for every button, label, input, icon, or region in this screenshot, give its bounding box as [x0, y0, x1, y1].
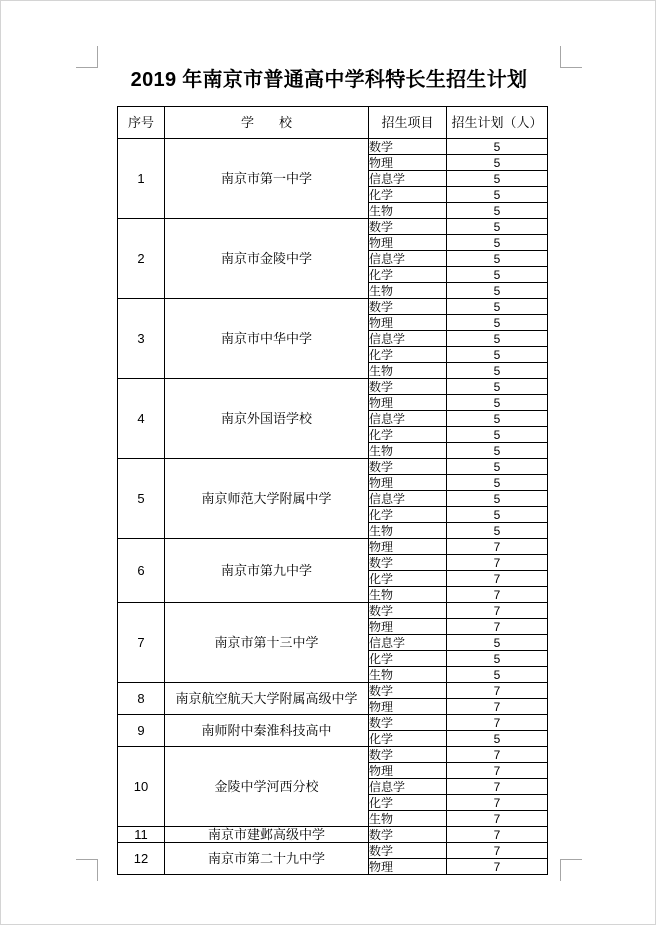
row-index-cell: 3	[118, 299, 165, 379]
column-header-item: 招生项目	[369, 107, 447, 139]
admission-item-text: 数学	[369, 844, 394, 858]
admission-plan-text: 5	[493, 508, 501, 522]
admission-item-text: 化学	[369, 348, 394, 362]
row-index-cell: 11	[118, 827, 165, 843]
admission-item-text: 化学	[369, 652, 394, 666]
table-row	[118, 843, 548, 859]
admission-plan-cell	[447, 155, 548, 171]
admission-item-cell	[369, 203, 447, 219]
table-header-row	[118, 107, 548, 139]
admission-item-cell	[369, 155, 447, 171]
admission-plan-text: 5	[493, 460, 501, 474]
admission-plan-text: 5	[493, 188, 501, 202]
admission-plan-cell	[447, 635, 548, 651]
school-name-text: 南京市第九中学	[220, 563, 312, 578]
admission-plan-cell	[447, 587, 548, 603]
admission-item-cell	[369, 139, 447, 155]
school-name-cell	[165, 139, 369, 219]
admission-plan-text: 5	[493, 428, 501, 442]
admission-plan-cell	[447, 315, 548, 331]
admission-plan-cell	[447, 763, 548, 779]
admission-plan-cell	[447, 507, 548, 523]
admission-plan-text: 7	[493, 588, 501, 602]
admission-plan-text: 5	[493, 316, 501, 330]
admission-item-text: 物理	[369, 156, 394, 170]
school-name-cell	[165, 747, 369, 827]
admission-plan-text: 7	[493, 604, 501, 618]
row-index-cell: 8	[118, 683, 165, 715]
admission-plan-text: 5	[493, 412, 501, 426]
admission-item-cell	[369, 731, 447, 747]
admission-plan-text: 5	[493, 732, 501, 746]
admission-item-cell	[369, 651, 447, 667]
admission-plan-cell	[447, 139, 548, 155]
admission-item-cell	[369, 443, 447, 459]
admission-plan-cell	[447, 651, 548, 667]
admission-plan-cell	[447, 747, 548, 763]
admission-plan-cell	[447, 683, 548, 699]
admission-item-text: 数学	[369, 828, 394, 842]
table-row	[118, 715, 548, 731]
admission-item-text: 物理	[369, 316, 394, 330]
admission-item-text: 数学	[369, 140, 394, 154]
admission-plan-cell	[447, 811, 548, 827]
admission-item-cell	[369, 171, 447, 187]
admission-item-text: 化学	[369, 508, 394, 522]
school-name-text: 南师附中秦淮科技高中	[201, 723, 332, 738]
admission-plan-text: 5	[493, 236, 501, 250]
admission-item-text: 信息学	[369, 172, 406, 186]
admission-item-text: 生物	[369, 364, 394, 378]
admission-item-text: 物理	[369, 476, 394, 490]
admission-item-cell	[369, 539, 447, 555]
admission-plan-cell	[447, 379, 548, 395]
admission-plan-cell	[447, 523, 548, 539]
admission-item-text: 物理	[369, 860, 394, 874]
admission-plan-cell	[447, 203, 548, 219]
column-header-plan: 招生计划（人）	[447, 107, 548, 139]
school-name-text: 金陵中学河西分校	[214, 779, 319, 794]
admission-plan-text: 7	[493, 844, 501, 858]
row-index-cell: 1	[118, 139, 165, 219]
admission-plan-text: 5	[493, 332, 501, 346]
admission-item-text: 生物	[369, 588, 394, 602]
admission-item-text: 化学	[369, 268, 394, 282]
admission-plan-text: 5	[493, 268, 501, 282]
admission-item-text: 物理	[369, 540, 394, 554]
table-header	[118, 107, 548, 139]
school-name-text: 南京市第二十九中学	[207, 851, 325, 866]
admission-plan-text: 7	[493, 540, 501, 554]
admission-item-cell	[369, 779, 447, 795]
admission-item-cell	[369, 587, 447, 603]
admission-item-text: 化学	[369, 796, 394, 810]
admission-item-text: 数学	[369, 684, 394, 698]
school-name-cell	[165, 603, 369, 683]
school-name-cell	[165, 683, 369, 715]
admission-item-text: 生物	[369, 668, 394, 682]
admission-plan-text: 5	[493, 396, 501, 410]
school-name-text: 南京航空航天大学附属高级中学	[175, 691, 358, 706]
admission-item-cell	[369, 235, 447, 251]
school-name-cell	[165, 843, 369, 875]
admission-item-cell	[369, 699, 447, 715]
admission-item-cell	[369, 251, 447, 267]
table-row	[118, 539, 548, 555]
admission-plan-cell	[447, 795, 548, 811]
admission-plan-text: 7	[493, 764, 501, 778]
admission-plan-text: 5	[493, 252, 501, 266]
admission-plan-text: 5	[493, 636, 501, 650]
admission-item-cell	[369, 315, 447, 331]
admission-item-cell	[369, 363, 447, 379]
row-index-cell: 10	[118, 747, 165, 827]
admission-plan-text: 5	[493, 204, 501, 218]
admission-plan-table	[117, 106, 548, 875]
admission-item-cell	[369, 571, 447, 587]
admission-item-text: 数学	[369, 748, 394, 762]
admission-item-text: 生物	[369, 204, 394, 218]
admission-plan-cell	[447, 667, 548, 683]
column-header-school: 学 校	[165, 107, 369, 139]
admission-item-text: 化学	[369, 572, 394, 586]
admission-item-text: 生物	[369, 812, 394, 826]
school-name-text: 南京师范大学附属中学	[201, 491, 332, 506]
admission-plan-text: 5	[493, 300, 501, 314]
admission-plan-cell	[447, 459, 548, 475]
admission-plan-text: 7	[493, 684, 501, 698]
admission-plan-text: 5	[493, 380, 501, 394]
admission-plan-text: 7	[493, 796, 501, 810]
admission-plan-cell	[447, 843, 548, 859]
row-index-cell: 4	[118, 379, 165, 459]
admission-plan-text: 5	[493, 364, 501, 378]
admission-plan-cell	[447, 219, 548, 235]
admission-plan-text: 7	[493, 860, 501, 874]
table-row	[118, 379, 548, 395]
admission-plan-cell	[447, 347, 548, 363]
admission-plan-cell	[447, 363, 548, 379]
admission-item-cell	[369, 187, 447, 203]
admission-plan-text: 7	[493, 716, 501, 730]
admission-item-text: 信息学	[369, 252, 406, 266]
admission-item-text: 物理	[369, 700, 394, 714]
table-row	[118, 299, 548, 315]
admission-plan-text: 7	[493, 556, 501, 570]
admission-item-cell	[369, 747, 447, 763]
admission-plan-text: 5	[493, 156, 501, 170]
admission-item-cell	[369, 267, 447, 283]
admission-item-cell	[369, 763, 447, 779]
admission-item-cell	[369, 507, 447, 523]
admission-plan-text: 5	[493, 140, 501, 154]
admission-item-text: 信息学	[369, 332, 406, 346]
admission-plan-text: 5	[493, 444, 501, 458]
admission-item-text: 物理	[369, 620, 394, 634]
admission-item-cell	[369, 683, 447, 699]
admission-item-text: 物理	[369, 236, 394, 250]
admission-plan-text: 7	[493, 812, 501, 826]
admission-item-cell	[369, 843, 447, 859]
admission-item-cell	[369, 331, 447, 347]
table-row	[118, 459, 548, 475]
crop-mark-bottom-right	[560, 859, 582, 881]
admission-plan-text: 7	[493, 828, 501, 842]
admission-plan-text: 5	[493, 492, 501, 506]
school-name-cell	[165, 827, 369, 843]
admission-item-cell	[369, 811, 447, 827]
admission-plan-cell	[447, 475, 548, 491]
admission-plan-cell	[447, 283, 548, 299]
admission-item-cell	[369, 715, 447, 731]
row-index-cell: 7	[118, 603, 165, 683]
table-row	[118, 747, 548, 763]
admission-item-text: 数学	[369, 556, 394, 570]
admission-plan-cell	[447, 443, 548, 459]
column-header-index: 序号	[118, 107, 165, 139]
admission-plan-text: 5	[493, 220, 501, 234]
admission-plan-cell	[447, 491, 548, 507]
admission-plan-cell	[447, 251, 548, 267]
admission-plan-cell	[447, 859, 548, 875]
school-name-text: 南京市中华中学	[220, 331, 312, 346]
admission-plan-cell	[447, 715, 548, 731]
admission-plan-text: 5	[493, 476, 501, 490]
admission-plan-cell	[447, 603, 548, 619]
admission-plan-text: 7	[493, 572, 501, 586]
admission-item-cell	[369, 219, 447, 235]
admission-item-cell	[369, 859, 447, 875]
admission-item-text: 数学	[369, 300, 394, 314]
admission-item-cell	[369, 379, 447, 395]
admission-item-cell	[369, 827, 447, 843]
admission-item-text: 信息学	[369, 636, 406, 650]
table-row	[118, 603, 548, 619]
school-name-cell	[165, 715, 369, 747]
admission-item-text: 化学	[369, 428, 394, 442]
admission-plan-text: 5	[493, 668, 501, 682]
admission-plan-cell	[447, 267, 548, 283]
admission-plan-cell	[447, 331, 548, 347]
admission-item-text: 生物	[369, 524, 394, 538]
admission-item-cell	[369, 619, 447, 635]
admission-plan-cell	[447, 539, 548, 555]
admission-plan-text: 5	[493, 172, 501, 186]
school-name-cell	[165, 219, 369, 299]
admission-item-cell	[369, 459, 447, 475]
school-name-text: 南京市第一中学	[220, 171, 312, 186]
admission-plan-cell	[447, 827, 548, 843]
row-index-cell: 6	[118, 539, 165, 603]
school-name-text: 南京外国语学校	[220, 411, 312, 426]
table-row	[118, 139, 548, 155]
admission-item-text: 数学	[369, 220, 394, 234]
school-name-text: 南京市建邺高级中学	[207, 827, 325, 842]
admission-plan-cell	[447, 395, 548, 411]
crop-mark-bottom-left	[76, 859, 98, 881]
admission-plan-text: 5	[493, 284, 501, 298]
admission-item-cell	[369, 635, 447, 651]
admission-item-text: 信息学	[369, 412, 406, 426]
row-index-cell: 9	[118, 715, 165, 747]
admission-item-text: 物理	[369, 396, 394, 410]
school-name-cell	[165, 459, 369, 539]
admission-plan-cell	[447, 571, 548, 587]
admission-item-cell	[369, 347, 447, 363]
admission-plan-cell	[447, 411, 548, 427]
admission-item-text: 化学	[369, 732, 394, 746]
admission-item-cell	[369, 603, 447, 619]
admission-plan-cell	[447, 427, 548, 443]
table-row	[118, 219, 548, 235]
admission-plan-cell	[447, 171, 548, 187]
admission-item-text: 信息学	[369, 492, 406, 506]
admission-plan-text: 5	[493, 524, 501, 538]
school-name-text: 南京市第十三中学	[214, 635, 319, 650]
admission-plan-cell	[447, 731, 548, 747]
admission-item-text: 数学	[369, 604, 394, 618]
admission-item-text: 生物	[369, 284, 394, 298]
admission-plan-text: 5	[493, 348, 501, 362]
admission-plan-cell	[447, 235, 548, 251]
admission-item-cell	[369, 795, 447, 811]
row-index-cell: 5	[118, 459, 165, 539]
admission-plan-cell	[447, 187, 548, 203]
admission-plan-text: 5	[493, 652, 501, 666]
admission-plan-cell	[447, 555, 548, 571]
school-name-cell	[165, 379, 369, 459]
admission-plan-text: 7	[493, 700, 501, 714]
admission-plan-text: 7	[493, 748, 501, 762]
admission-item-cell	[369, 299, 447, 315]
admission-item-text: 生物	[369, 444, 394, 458]
admission-item-text: 数学	[369, 380, 394, 394]
admission-item-text: 信息学	[369, 780, 406, 794]
admission-item-cell	[369, 523, 447, 539]
school-name-cell	[165, 539, 369, 603]
admission-plan-cell	[447, 299, 548, 315]
admission-item-cell	[369, 411, 447, 427]
admission-item-cell	[369, 475, 447, 491]
admission-plan-cell	[447, 699, 548, 715]
admission-plan-cell	[447, 779, 548, 795]
admission-plan-cell	[447, 619, 548, 635]
admission-item-text: 物理	[369, 764, 394, 778]
school-name-cell	[165, 299, 369, 379]
table-body	[118, 139, 548, 875]
admission-item-cell	[369, 667, 447, 683]
table-row	[118, 683, 548, 699]
row-index-cell: 2	[118, 219, 165, 299]
table-row	[118, 827, 548, 843]
admission-item-text: 数学	[369, 716, 394, 730]
admission-item-cell	[369, 555, 447, 571]
row-index-cell: 12	[118, 843, 165, 875]
admission-item-text: 化学	[369, 188, 394, 202]
admission-item-cell	[369, 395, 447, 411]
admission-item-text: 数学	[369, 460, 394, 474]
admission-item-cell	[369, 491, 447, 507]
admission-item-cell	[369, 427, 447, 443]
school-name-text: 南京市金陵中学	[220, 251, 312, 266]
admission-plan-text: 7	[493, 620, 501, 634]
page-title: 2019 年南京市普通高中学科特长生招生计划	[130, 69, 528, 91]
admission-plan-text: 7	[493, 780, 501, 794]
admission-item-cell	[369, 283, 447, 299]
